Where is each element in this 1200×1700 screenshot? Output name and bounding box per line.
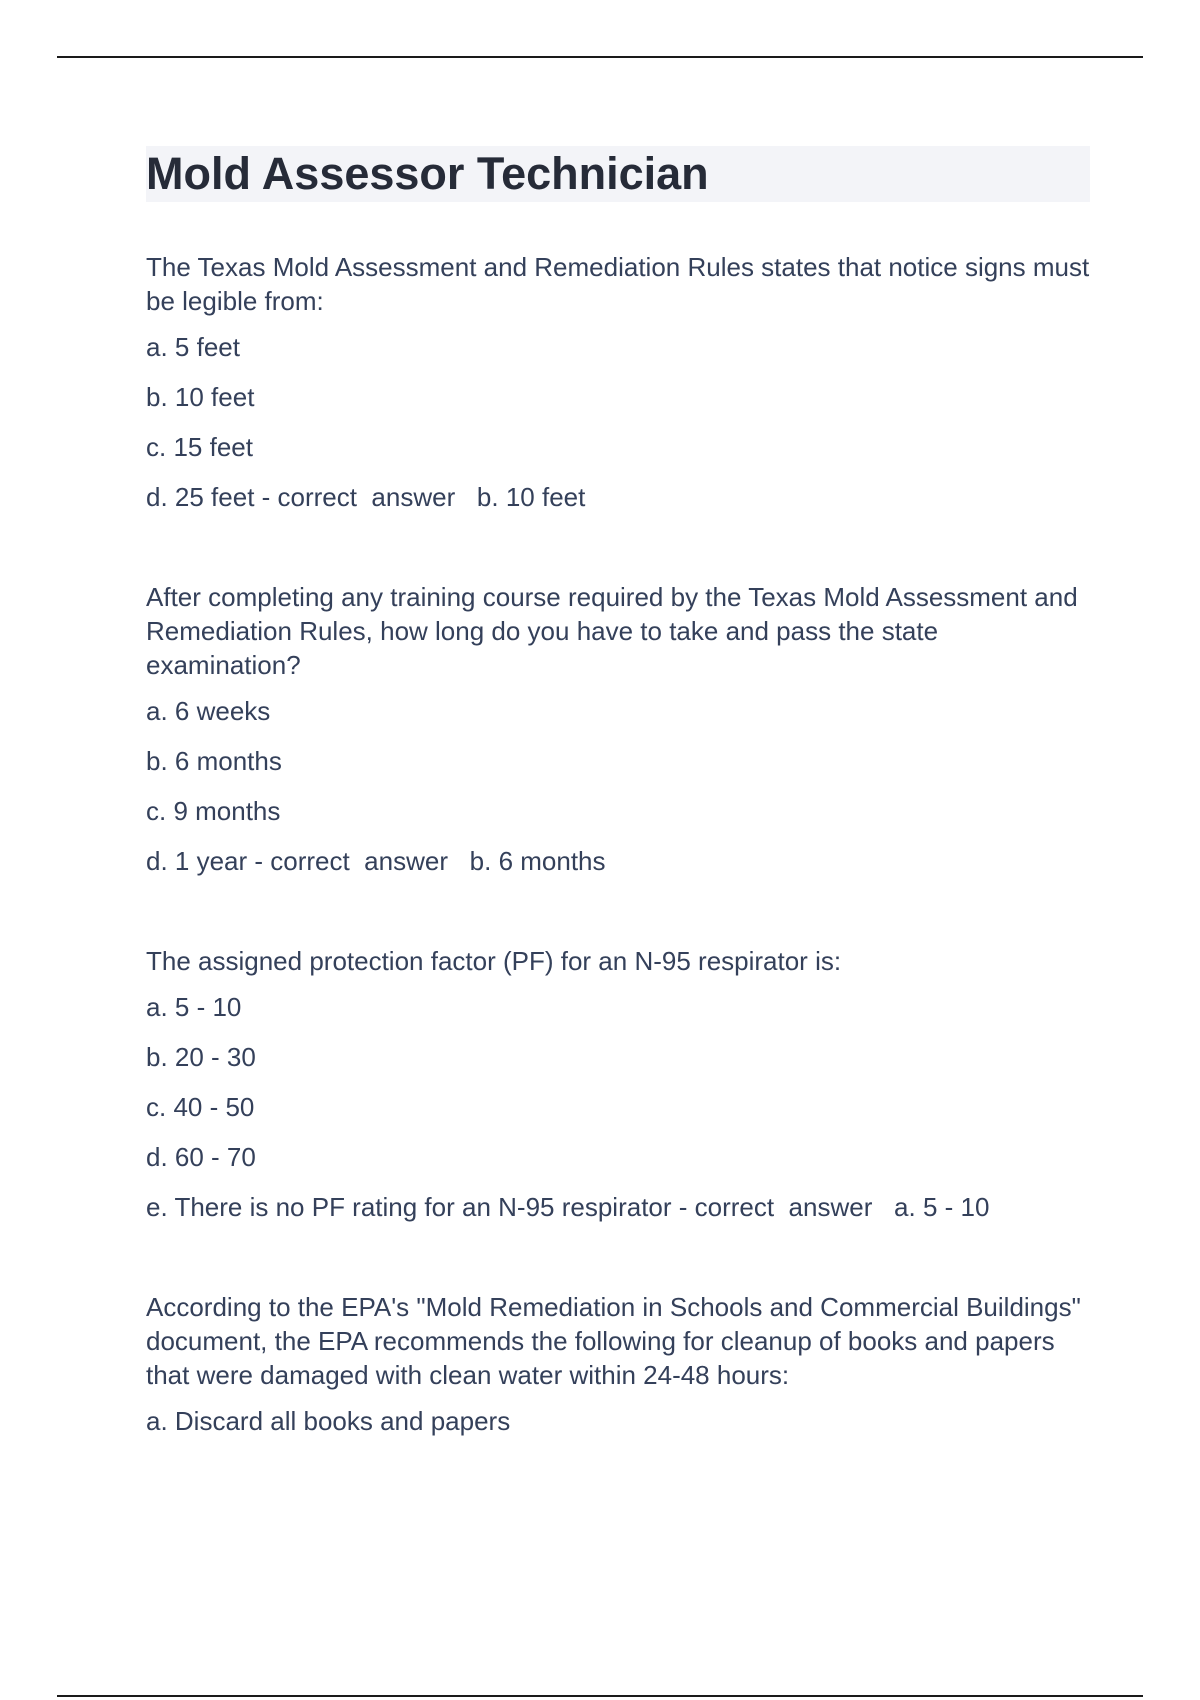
question-text: After completing any training course required by the Texas Mold Assessment and Remediation Rules, how long do you have to take and pass the state examination?	[146, 582, 1078, 680]
answer-option-with-correct-answer: e. There is no PF rating for an N-95 respirator - correct answer a. 5 - 10	[146, 1192, 990, 1222]
question-text: The assigned protection factor (PF) for an N-95 respirator is:	[146, 946, 842, 976]
answer-option: a. 5 - 10	[146, 992, 242, 1022]
question-text: According to the EPA's "Mold Remediation in Schools and Commercial Buildings" document, the EPA recommends the following for cleanup of books and papers that were damaged with clean water within 24-48 hours:	[146, 1292, 1081, 1390]
question-block-3	[146, 944, 1090, 1224]
answer-option: c. 40 - 50	[146, 1092, 255, 1122]
answer-option: a. 6 weeks	[146, 696, 271, 726]
title-banner	[146, 146, 1090, 202]
top-divider	[57, 56, 1143, 58]
answer-option-with-correct-answer: d. 25 feet - correct answer b. 10 feet	[146, 482, 586, 512]
question-block-1	[146, 250, 1090, 514]
page-title: Mold Assessor Technician	[146, 148, 709, 199]
question-text: The Texas Mold Assessment and Remediation Rules states that notice signs must be legible from:	[146, 252, 1090, 316]
bottom-divider	[57, 1695, 1143, 1697]
answer-option: b. 20 - 30	[146, 1042, 256, 1072]
answer-option-with-correct-answer: d. 1 year - correct answer b. 6 months	[146, 846, 606, 876]
question-block-2	[146, 580, 1090, 878]
document-body	[146, 146, 1090, 1504]
question-block-4	[146, 1290, 1090, 1438]
answer-option: c. 15 feet	[146, 432, 253, 462]
answer-option: a. 5 feet	[146, 332, 240, 362]
answer-option: d. 60 - 70	[146, 1142, 256, 1172]
answer-option: c. 9 months	[146, 796, 281, 826]
answer-option: b. 10 feet	[146, 382, 255, 412]
answer-option: b. 6 months	[146, 746, 282, 776]
answer-option: a. Discard all books and papers	[146, 1406, 511, 1436]
